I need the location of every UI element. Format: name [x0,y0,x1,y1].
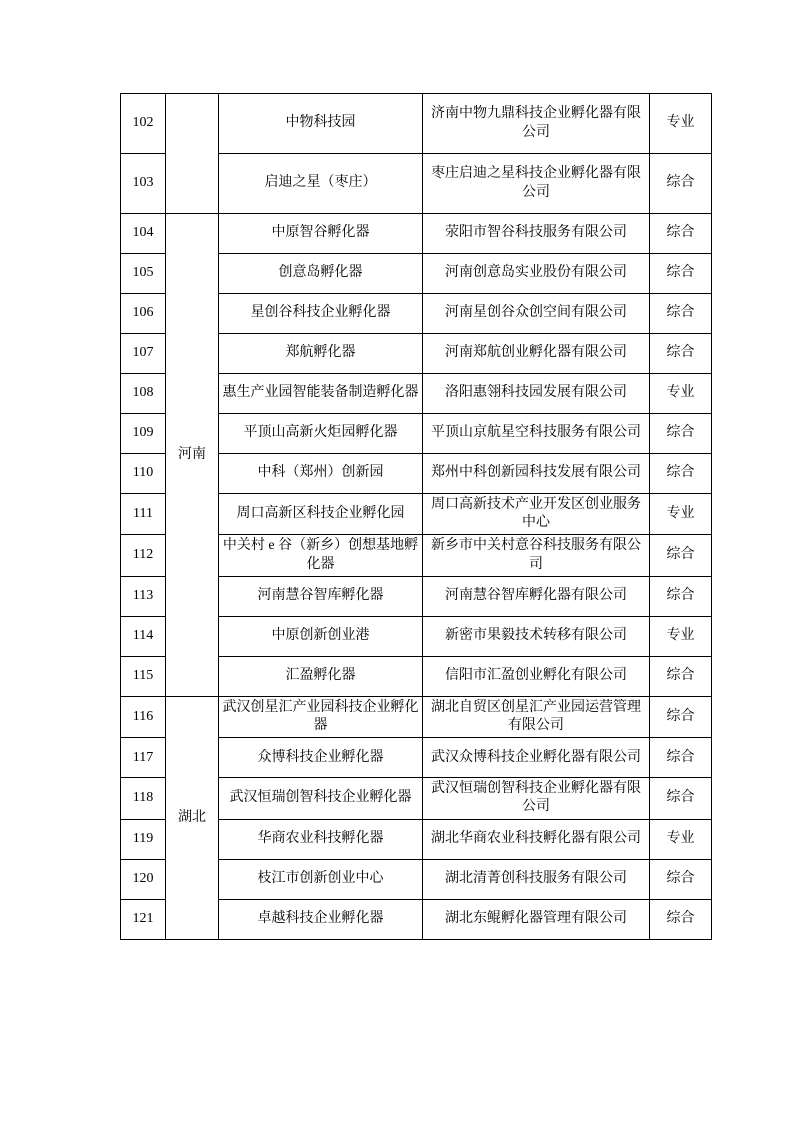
incubator-name: 中物科技园 [219,94,423,154]
incubator-name: 周口高新区科技企业孵化园 [219,494,423,535]
category-value: 综合 [650,454,712,494]
category-value: 综合 [650,859,712,899]
incubator-name: 惠生产业园智能装备制造孵化器 [219,374,423,414]
row-number: 103 [121,154,166,214]
category-value: 综合 [650,696,712,737]
incubator-name: 华商农业科技孵化器 [219,819,423,859]
row-number: 102 [121,94,166,154]
province-cell-blank [166,94,219,214]
company-name: 河南郑航创业孵化器有限公司 [423,334,650,374]
category-value: 综合 [650,334,712,374]
incubator-name: 启迪之星（枣庄） [219,154,423,214]
category-value: 综合 [650,535,712,576]
row-number: 106 [121,294,166,334]
row-number: 113 [121,576,166,616]
incubator-name: 中关村 e 谷（新乡）创想基地孵化器 [219,535,423,576]
row-number: 121 [121,899,166,939]
company-name: 武汉众博科技企业孵化器有限公司 [423,738,650,778]
category-value: 综合 [650,154,712,214]
incubator-name: 汇盈孵化器 [219,656,423,696]
table-row [121,696,712,737]
company-name: 湖北自贸区创星汇产业园运营管理有限公司 [423,696,650,737]
row-number: 107 [121,334,166,374]
category-value: 综合 [650,738,712,778]
row-number: 105 [121,254,166,294]
incubator-name: 众博科技企业孵化器 [219,738,423,778]
category-value: 综合 [650,254,712,294]
company-name: 平顶山京航星空科技服务有限公司 [423,414,650,454]
row-number: 116 [121,696,166,737]
row-number: 114 [121,616,166,656]
province-cell-hubei: 湖北 [166,696,219,939]
row-number: 118 [121,778,166,819]
company-name: 湖北东鲲孵化器管理有限公司 [423,899,650,939]
category-value: 综合 [650,576,712,616]
incubator-name: 创意岛孵化器 [219,254,423,294]
province-cell-henan: 河南 [166,214,219,697]
company-name: 武汉恒瑞创智科技企业孵化器有限公司 [423,778,650,819]
category-value: 综合 [650,778,712,819]
incubator-name: 卓越科技企业孵化器 [219,899,423,939]
category-value: 专业 [650,94,712,154]
company-name: 信阳市汇盈创业孵化有限公司 [423,656,650,696]
incubator-name: 武汉创星汇产业园科技企业孵化器 [219,696,423,737]
incubator-name: 郑航孵化器 [219,334,423,374]
company-name: 洛阳惠翎科技园发展有限公司 [423,374,650,414]
category-value: 专业 [650,494,712,535]
incubator-name: 武汉恒瑞创智科技企业孵化器 [219,778,423,819]
category-value: 专业 [650,819,712,859]
company-name: 新乡市中关村意谷科技服务有限公司 [423,535,650,576]
company-name: 河南星创谷众创空间有限公司 [423,294,650,334]
incubator-table [120,93,712,940]
incubator-name: 枝江市创新创业中心 [219,859,423,899]
company-name: 郑州中科创新园科技发展有限公司 [423,454,650,494]
row-number: 111 [121,494,166,535]
company-name: 河南创意岛实业股份有限公司 [423,254,650,294]
incubator-name: 中原创新创业港 [219,616,423,656]
company-name: 河南慧谷智库孵化器有限公司 [423,576,650,616]
row-number: 120 [121,859,166,899]
row-number: 117 [121,738,166,778]
company-name: 济南中物九鼎科技企业孵化器有限公司 [423,94,650,154]
row-number: 104 [121,214,166,254]
incubator-name: 中科（郑州）创新园 [219,454,423,494]
table-row [121,214,712,254]
category-value: 综合 [650,294,712,334]
company-name: 枣庄启迪之星科技企业孵化器有限公司 [423,154,650,214]
company-name: 荥阳市智谷科技服务有限公司 [423,214,650,254]
incubator-name: 平顶山高新火炬园孵化器 [219,414,423,454]
category-value: 专业 [650,616,712,656]
category-value: 专业 [650,374,712,414]
company-name: 新密市果毅技术转移有限公司 [423,616,650,656]
row-number: 119 [121,819,166,859]
incubator-name: 中原智谷孵化器 [219,214,423,254]
table-row [121,94,712,154]
category-value: 综合 [650,656,712,696]
row-number: 112 [121,535,166,576]
incubator-name: 河南慧谷智库孵化器 [219,576,423,616]
row-number: 109 [121,414,166,454]
category-value: 综合 [650,899,712,939]
row-number: 108 [121,374,166,414]
category-value: 综合 [650,214,712,254]
company-name: 周口高新技术产业开发区创业服务中心 [423,494,650,535]
company-name: 湖北华商农业科技孵化器有限公司 [423,819,650,859]
row-number: 110 [121,454,166,494]
category-value: 综合 [650,414,712,454]
company-name: 湖北清菁创科技服务有限公司 [423,859,650,899]
row-number: 115 [121,656,166,696]
incubator-name: 星创谷科技企业孵化器 [219,294,423,334]
